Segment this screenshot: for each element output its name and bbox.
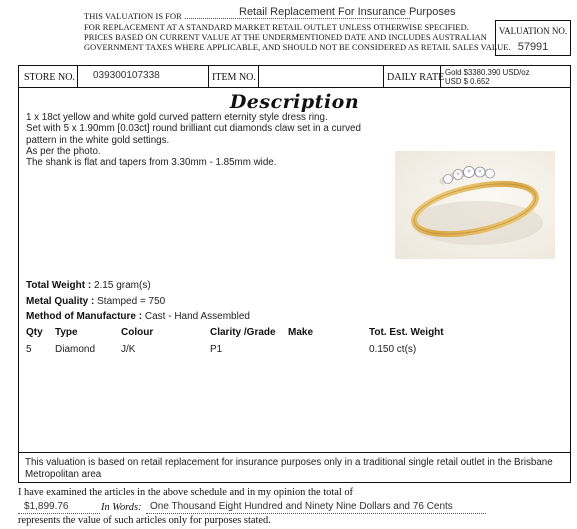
ring-photo	[395, 151, 555, 259]
table-cell-clarity: P1	[210, 344, 223, 355]
table-cell-weight: 0.150 ct(s)	[369, 344, 417, 355]
description-line: Set with 5 x 1.90mm [0.03ct] round brilliant cut diamonds claw set in a curved	[26, 123, 361, 135]
table-header-colour: Colour	[121, 327, 154, 338]
ring-photo-icon	[395, 151, 555, 259]
description-heading: Description	[229, 91, 360, 113]
purpose-underline	[185, 18, 410, 19]
footer-purpose: represents the value of such articles only for purposes stated.	[18, 515, 271, 526]
table-header-type: Type	[55, 327, 78, 338]
store-no-value: 039300107338	[93, 70, 160, 81]
footer-statement: I have examined the articles in the above schedule and in my opinion the total of	[18, 487, 353, 498]
table-header-clarity: Clarity /Grade	[210, 327, 276, 338]
table-cell-type: Diamond	[55, 344, 96, 355]
table-header-make: Make	[288, 327, 314, 338]
description-line: pattern in the white gold settings.	[26, 134, 170, 146]
header-line-2: FOR REPLACEMENT AT A STANDARD MARKET RETAIL OUTLET UNLESS OTHERWISE SPECIFIED.	[84, 23, 469, 32]
manufacture-method-label: Method of Manufacture :	[26, 311, 143, 322]
daily-rate-label: DAILY RATE	[387, 72, 445, 83]
header-line-3: PRICES BASED ON CURRENT VALUE AT THE UNDERMENTIONED DATE AND INCLUDES AUSTRALIAN	[84, 33, 487, 42]
valuation-number: 57991	[517, 41, 549, 53]
info-row-rule	[19, 87, 570, 88]
metal-quality-value: Stamped = 750	[97, 296, 166, 307]
description-line: 1 x 18ct yellow and white gold curved pattern eternity style dress ring.	[26, 112, 328, 123]
info-divider	[77, 66, 78, 88]
amount-underline	[18, 513, 100, 514]
in-words-label: In Words:	[101, 502, 142, 513]
total-weight	[26, 280, 151, 291]
usd-rate: USD $ 0.652	[445, 77, 490, 86]
valuation-number-box	[495, 20, 571, 56]
info-divider	[208, 66, 209, 88]
info-divider	[440, 66, 441, 88]
disclaimer-text: This valuation is based on retail replacement for insurance purposes only in a traditional single retail outlet in the Brisbane Metropolitan area	[25, 457, 553, 480]
store-no-label: STORE NO.	[24, 72, 75, 83]
total-amount: $1,899.76	[24, 501, 69, 512]
valuation-number-label: VALUATION NO.	[498, 26, 568, 36]
table-header-weight: Tot. Est. Weight	[369, 327, 444, 338]
manufacture-method-value: Cast - Hand Assembled	[144, 311, 250, 322]
total-weight-value: 2.15 gram(s)	[93, 280, 151, 291]
info-divider	[383, 66, 384, 88]
metal-quality	[26, 296, 165, 307]
gold-rate: Gold $3380.390 USD/oz	[445, 68, 530, 77]
valuation-form	[18, 65, 571, 483]
disclaimer-rule	[19, 452, 570, 453]
amount-in-words: One Thousand Eight Hundred and Ninety Nine Dollars and 76 Cents	[150, 501, 453, 512]
item-no-label: ITEM NO.	[212, 72, 256, 83]
table-header-qty: Qty	[26, 327, 43, 338]
description-line: The shank is flat and tapers from 3.30mm - 1.85mm wide.	[26, 157, 277, 169]
total-weight-label: Total Weight :	[26, 280, 92, 291]
header-line-4: GOVERNMENT TAXES WHERE APPLICABLE, AND SHOULD NOT BE CONSIDERED AS RETAIL SALES VALUE.	[84, 43, 511, 52]
description-text	[26, 112, 406, 168]
table-cell-colour: J/K	[121, 344, 136, 355]
valuation-purpose: Retail Replacement For Insurance Purposes	[239, 6, 456, 18]
metal-quality-label: Metal Quality :	[26, 296, 95, 307]
words-underline	[146, 513, 486, 514]
info-divider	[258, 66, 259, 88]
header-line-1: THIS VALUATION IS FOR	[84, 12, 182, 21]
table-cell-qty: 5	[26, 344, 32, 355]
manufacture-method	[26, 311, 250, 322]
description-line: As per the photo.	[26, 145, 101, 157]
